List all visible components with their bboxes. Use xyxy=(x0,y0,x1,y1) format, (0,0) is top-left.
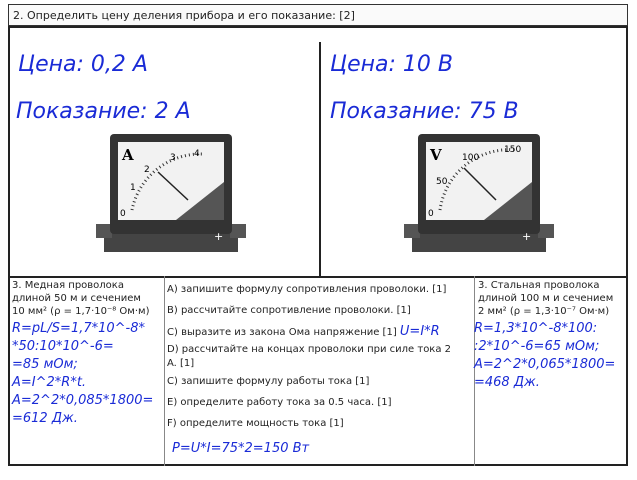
ammeter-tick-label: 1 xyxy=(130,183,136,193)
ammeter-reading: Показание: 2 А xyxy=(16,99,191,124)
task3-steel: 3. Стальная проволока длиной 100 м и сечением 2 мм² (ρ = 1,3·10⁻⁷ Ом·м) xyxy=(478,280,614,317)
voltmeter-price: Цена: 10 В xyxy=(330,52,453,77)
ammeter-tick-label: 4 xyxy=(194,149,200,159)
voltmeter-tick-label: 100 xyxy=(462,153,480,163)
voltmeter-symbol: V xyxy=(430,146,442,164)
power-answer: P=U*I=75*2=150 Вт xyxy=(172,441,310,456)
voltmeter-reading: Показание: 75 В xyxy=(330,99,519,124)
ammeter-tick-label: 3 xyxy=(170,153,176,163)
ammeter-plus: + xyxy=(214,230,224,243)
ammeter-tick-label: 0 xyxy=(120,209,126,219)
voltmeter-tick-label: 0 xyxy=(428,209,434,219)
copper-solution: R=pL/S=1,7*10^-8* *50:10*10^-6= =85 мОм; A=I^2*R*t. A=2^2*0,085*1800= =612 Дж. xyxy=(12,321,154,426)
voltmeter-plus: + xyxy=(522,230,532,243)
task3-copper: 3. Медная проволока длиной 50 м и сечением 10 мм² (ρ = 1,7·10⁻⁸ Ом·м) xyxy=(12,280,150,317)
voltmeter-tick-label: 50 xyxy=(436,177,448,187)
ammeter-image xyxy=(96,128,246,258)
voltmeter-image xyxy=(404,128,554,258)
ammeter-price: Цена: 0,2 А xyxy=(18,52,148,77)
questions-list: A) запишите формулу сопротивления проволоки. [1] B) рассчитайте сопротивление проволоки. [1] C) выразите из закона Ома напряжение [1] U=I*R D) рассчитайте на концах проволоки при силе тока 2 A. [1] C) запишите формулу работы тока [1] E) определите работу тока за 0.5 часа. [1] F) определите мощность тока [1] xyxy=(167,284,452,429)
ammeter-symbol: A xyxy=(122,146,134,164)
ohm-answer: U=I*R xyxy=(399,324,440,339)
voltmeter-tick-label: 150 xyxy=(504,145,522,155)
steel-solution: R=1,3*10^-8*100: :2*10^-6=65 мОм; A=2^2*0,065*1800= =468 Дж. xyxy=(474,321,616,390)
task-header: 2. Определить цену деления прибора и его показание: [2] xyxy=(8,4,628,26)
ammeter-tick-label: 2 xyxy=(144,165,150,175)
